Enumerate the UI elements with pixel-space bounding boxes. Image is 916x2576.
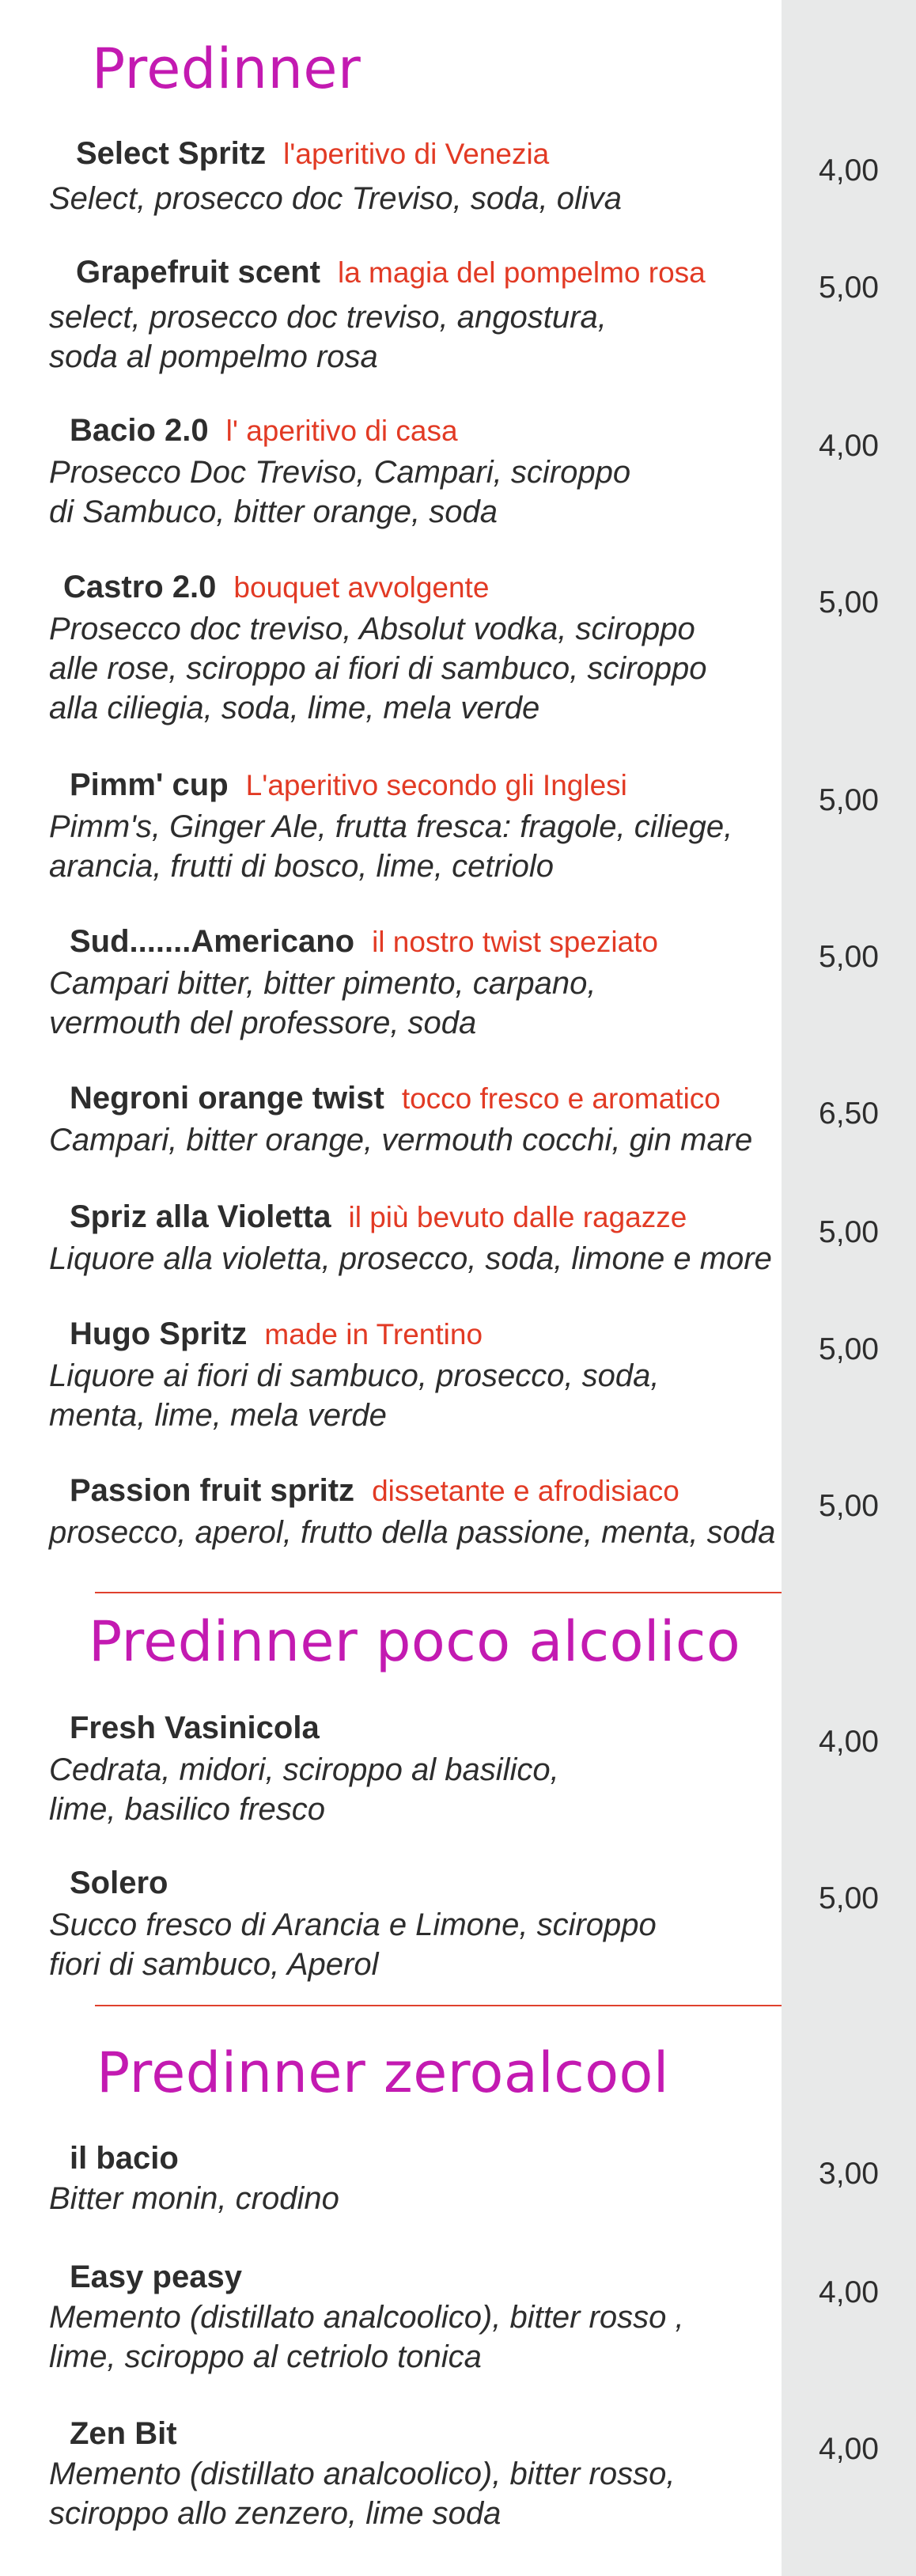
section-title-poco-alcolico: Predinner poco alcolico	[89, 1609, 741, 1674]
menu-item-header	[0, 2141, 916, 2176]
item-price: 5,00	[819, 271, 879, 305]
menu-item-header	[0, 1081, 916, 1116]
item-name: Hugo Spritz	[70, 1316, 248, 1351]
menu-item-header	[0, 1710, 916, 1745]
item-name: Sud.......Americano	[70, 924, 355, 959]
item-name: Spriz alla Violetta	[70, 1199, 331, 1234]
item-description: Prosecco Doc Treviso, Campari, sciroppo di Sambuco, bitter orange, soda	[49, 455, 631, 529]
item-price: 5,00	[819, 1215, 879, 1249]
item-description: Liquore alla violetta, prosecco, soda, limone e more	[49, 1241, 772, 1276]
item-price: 5,00	[819, 940, 879, 974]
menu-item-header	[0, 570, 916, 604]
menu-item-header	[0, 767, 916, 802]
menu-item-header	[0, 924, 916, 959]
item-description: Cedrata, midori, sciroppo al basilico, lime, basilico fresco	[49, 1752, 559, 1827]
item-tagline: l' aperitivo di casa	[225, 415, 458, 447]
item-price: 5,00	[819, 1489, 879, 1523]
item-name: Negroni orange twist	[70, 1081, 384, 1116]
menu-item-header	[0, 255, 916, 290]
menu-item-header	[0, 2416, 916, 2451]
item-description: Campari bitter, bitter pimento, carpano, vermouth del professore, soda	[49, 966, 596, 1040]
item-price: 4,00	[819, 429, 879, 463]
menu-item-header	[0, 1316, 916, 1351]
item-tagline: L'aperitivo secondo gli Inglesi	[245, 769, 627, 801]
item-description: prosecco, aperol, frutto della passione, menta, soda	[49, 1515, 776, 1550]
item-price: 6,50	[819, 1097, 879, 1131]
item-price: 4,00	[819, 2432, 879, 2466]
item-description: Campari, bitter orange, vermouth cocchi, gin mare	[49, 1123, 753, 1157]
item-name: Castro 2.0	[63, 570, 217, 604]
item-price: 5,00	[819, 1881, 879, 1915]
item-tagline: il più bevuto dalle ragazze	[348, 1201, 687, 1233]
menu-item-header	[0, 1473, 916, 1508]
item-tagline: bouquet avvolgente	[233, 571, 490, 604]
item-name: Fresh Vasinicola	[70, 1710, 320, 1745]
item-name: Grapefruit scent	[76, 255, 320, 290]
item-tagline: tocco fresco e aromatico	[401, 1082, 721, 1115]
item-price: 5,00	[819, 585, 879, 619]
item-price: 5,00	[819, 1332, 879, 1366]
section-title-zeroalcool: Predinner zeroalcool	[97, 2040, 669, 2105]
item-tagline: la magia del pompelmo rosa	[337, 256, 706, 289]
menu-item-header	[0, 2260, 916, 2294]
item-description: Prosecco doc treviso, Absolut vodka, sciroppo alle rose, sciroppo ai fiori di sambuco, sciroppo alla ciliegia, soda, lime, mela verde	[49, 612, 707, 725]
item-description: Select, prosecco doc Treviso, soda, oliva	[49, 181, 623, 216]
menu-item-header	[0, 1866, 916, 1900]
section-divider	[95, 2005, 782, 2006]
item-price: 4,00	[819, 2275, 879, 2309]
item-tagline: dissetante e afrodisiaco	[372, 1475, 679, 1507]
item-name: il bacio	[70, 2141, 179, 2176]
item-price: 4,00	[819, 1725, 879, 1759]
item-name: Zen Bit	[70, 2416, 177, 2451]
menu-item-header	[0, 1199, 916, 1234]
item-description: Liquore ai fiori di sambuco, prosecco, soda, menta, lime, mela verde	[49, 1358, 660, 1433]
item-name: Bacio 2.0	[70, 413, 209, 448]
item-tagline: made in Trentino	[264, 1318, 483, 1351]
item-tagline: l'aperitivo di Venezia	[283, 138, 550, 170]
item-price: 3,00	[819, 2157, 879, 2191]
item-tagline: il nostro twist speziato	[372, 926, 659, 958]
menu-item-header	[0, 413, 916, 448]
section-title-predinner: Predinner	[92, 36, 361, 101]
item-description: Succo fresco di Arancia e Limone, sciroppo fiori di sambuco, Aperol	[49, 1907, 657, 1982]
item-description: Bitter monin, crodino	[49, 2181, 339, 2216]
item-price: 4,00	[819, 153, 879, 188]
menu-item-header	[0, 136, 916, 171]
item-description: Memento (distillato analcoolico), bitter rosso , lime, sciroppo al cetriolo tonica	[49, 2300, 684, 2374]
section-divider	[95, 1592, 782, 1593]
item-name: Select Spritz	[76, 136, 267, 171]
item-price: 5,00	[819, 783, 879, 817]
item-name: Solero	[70, 1866, 168, 1900]
item-name: Passion fruit spritz	[70, 1473, 355, 1508]
item-description: Memento (distillato analcoolico), bitter rosso, sciroppo allo zenzero, lime soda	[49, 2457, 676, 2531]
item-name: Pimm' cup	[70, 767, 229, 802]
item-description: Pimm's, Ginger Ale, frutta fresca: fragole, ciliege, arancia, frutti di bosco, lime, cetriolo	[49, 809, 733, 884]
item-description: select, prosecco doc treviso, angostura, soda al pompelmo rosa	[49, 300, 607, 374]
item-name: Easy peasy	[70, 2260, 242, 2294]
